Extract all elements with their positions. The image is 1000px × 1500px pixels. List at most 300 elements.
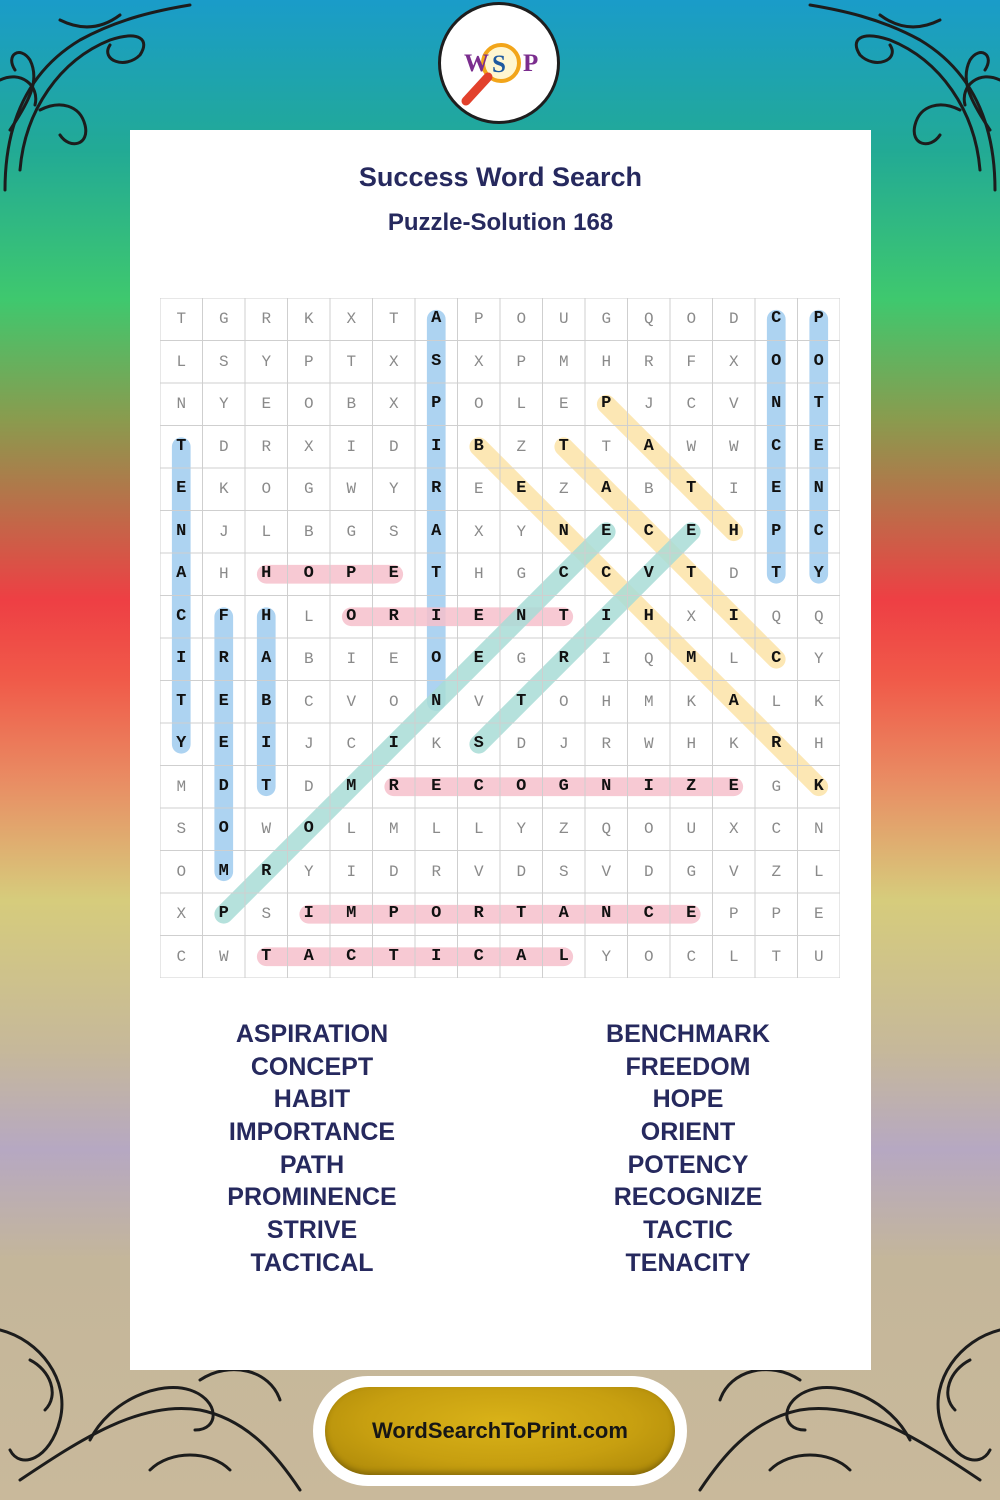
grid-cell[interactable]: Y — [176, 734, 187, 753]
grid-cell[interactable]: F — [686, 352, 697, 371]
grid-cell[interactable]: Z — [516, 437, 527, 456]
grid-cell[interactable]: C — [771, 649, 782, 668]
grid-cell[interactable]: J — [643, 395, 654, 413]
grid-cell[interactable]: C — [473, 776, 484, 796]
grid-cell[interactable]: A — [643, 436, 654, 456]
word-list-item: PATH — [279, 1150, 345, 1179]
grid-cell[interactable]: L — [558, 946, 569, 966]
grid-cell[interactable]: A — [303, 946, 314, 966]
grid-row — [160, 808, 840, 851]
grid-cell[interactable]: G — [346, 522, 357, 541]
grid-cell[interactable]: O — [431, 904, 442, 923]
grid-row — [160, 341, 840, 384]
grid-cell[interactable]: W — [643, 735, 654, 753]
grid-cell[interactable]: N — [601, 904, 612, 923]
grid-cell[interactable]: T — [558, 606, 569, 626]
grid-cell[interactable]: O — [176, 862, 187, 881]
grid-cell[interactable]: L — [728, 650, 739, 668]
grid-cell[interactable]: Y — [813, 650, 824, 668]
grid-cell[interactable]: T — [176, 310, 187, 328]
grid-cell[interactable]: V — [643, 564, 654, 583]
grid-cell[interactable]: C — [176, 947, 187, 966]
grid-cell[interactable]: I — [728, 480, 739, 498]
grid-cell[interactable]: A — [261, 649, 272, 668]
grid-cell[interactable]: A — [558, 904, 569, 923]
grid-cell[interactable]: S — [176, 820, 187, 838]
grid-cell[interactable]: P — [346, 564, 357, 583]
grid-cell[interactable]: H — [601, 352, 612, 371]
grid-cell[interactable]: P — [218, 904, 229, 923]
grid-cell[interactable]: X — [388, 352, 399, 371]
grid-cell[interactable]: H — [261, 564, 272, 583]
word-list-item: RECOGNIZE — [613, 1183, 763, 1212]
grid-cell[interactable]: G — [558, 776, 569, 796]
grid-cell[interactable]: L — [473, 820, 484, 838]
grid-cell[interactable]: L — [346, 820, 357, 838]
grid-cell[interactable]: Z — [771, 862, 782, 881]
grid-cell[interactable]: P — [771, 905, 782, 923]
grid-cell[interactable]: Y — [261, 352, 272, 371]
grid-cell[interactable]: R — [261, 310, 272, 328]
grid-cell[interactable]: O — [643, 820, 654, 838]
grid-row — [160, 936, 840, 979]
grid-row — [160, 511, 840, 554]
grid-cell[interactable]: R — [473, 904, 484, 923]
word-list-item: STRIVE — [266, 1216, 358, 1245]
grid-cell[interactable]: P — [303, 352, 314, 371]
grid-cell[interactable]: S — [558, 862, 569, 881]
grid-cell[interactable]: T — [176, 691, 187, 711]
grid-cell[interactable]: I — [431, 606, 442, 626]
grid-cell[interactable]: R — [388, 606, 399, 626]
grid-cell[interactable]: L — [771, 692, 782, 711]
grid-cell[interactable]: L — [516, 395, 527, 413]
grid-cell[interactable]: L — [303, 607, 314, 626]
grid-cell[interactable]: T — [388, 310, 399, 328]
grid-cell[interactable]: J — [303, 735, 314, 753]
grid-cell[interactable]: V — [728, 862, 739, 881]
grid-cell[interactable]: E — [261, 395, 272, 413]
grid-cell[interactable]: K — [218, 480, 229, 498]
grid-cell[interactable]: E — [473, 480, 484, 498]
grid-cell[interactable]: U — [813, 947, 824, 966]
grid-row — [160, 298, 840, 341]
grid-cell[interactable]: P — [601, 394, 612, 413]
magnifier-handle — [466, 77, 488, 101]
grid-cell[interactable]: C — [813, 521, 824, 541]
grid-cell[interactable]: D — [218, 437, 229, 456]
grid-cell[interactable]: G — [601, 310, 612, 328]
grid-cell[interactable]: Z — [558, 480, 569, 498]
grid-cell[interactable]: Y — [813, 564, 824, 583]
grid-cell[interactable]: D — [516, 862, 527, 881]
logo-letter-s: S — [492, 51, 506, 78]
grid-cell[interactable]: R — [601, 735, 612, 753]
grid-cell[interactable]: V — [601, 862, 612, 881]
word-list-item: ASPIRATION — [235, 1020, 389, 1048]
grid-cell[interactable]: U — [558, 310, 569, 328]
grid-cell[interactable]: E — [388, 650, 399, 668]
grid-cell[interactable]: C — [346, 946, 357, 966]
word-list-item: FREEDOM — [625, 1052, 751, 1081]
grid-cell[interactable]: B — [261, 691, 272, 711]
grid-cell[interactable]: B — [643, 480, 654, 498]
grid-cell[interactable]: Q — [601, 820, 612, 838]
grid-row — [160, 553, 840, 596]
site-logo[interactable] — [438, 2, 560, 124]
grid-cell[interactable]: L — [431, 820, 442, 838]
word-list-item: BENCHMARK — [606, 1020, 770, 1048]
word-list-right — [523, 1018, 853, 1280]
footer-gold-pill — [325, 1387, 675, 1475]
grid-cell[interactable]: D — [516, 735, 527, 753]
word-list-item: PROMINENCE — [227, 1183, 397, 1212]
grid-cell[interactable]: R — [261, 437, 272, 456]
grid-cell[interactable]: P — [388, 904, 399, 923]
grid-cell[interactable]: R — [261, 861, 272, 881]
grid-cell[interactable]: I — [431, 946, 442, 966]
grid-cell[interactable]: Q — [643, 650, 654, 668]
word-list-item: IMPORTANCE — [228, 1118, 396, 1147]
grid-cell[interactable]: X — [728, 820, 739, 838]
grid-cell[interactable]: G — [771, 777, 782, 796]
grid-cell[interactable]: C — [771, 309, 782, 328]
word-list-item: TACTIC — [643, 1216, 733, 1245]
page-title: Success Word Search — [358, 162, 643, 192]
grid-cell[interactable]: T — [261, 946, 272, 966]
grid-cell[interactable]: O — [558, 692, 569, 711]
grid-cell[interactable]: O — [303, 819, 314, 838]
grid-cell[interactable]: A — [516, 946, 527, 966]
grid-cell[interactable]: V — [473, 692, 484, 711]
grid-cell[interactable]: S — [431, 351, 442, 371]
grid-cell[interactable]: Q — [771, 607, 782, 626]
grid-cell[interactable]: C — [601, 564, 612, 583]
grid-cell[interactable]: R — [218, 649, 229, 668]
grid-cell[interactable]: H — [643, 606, 654, 626]
grid-cell[interactable]: Y — [303, 862, 314, 881]
grid-cell[interactable]: I — [728, 606, 739, 626]
grid-cell[interactable]: N — [431, 691, 442, 711]
grid-cell[interactable]: X — [303, 437, 314, 456]
grid-cell[interactable]: I — [643, 776, 654, 796]
grid-cell[interactable]: O — [388, 692, 399, 711]
grid-cell[interactable]: H — [686, 735, 697, 753]
grid-row — [160, 468, 840, 511]
grid-cell[interactable]: K — [728, 735, 739, 753]
grid-cell[interactable]: T — [346, 352, 357, 371]
grid-cell[interactable]: I — [176, 649, 187, 668]
grid-cell[interactable]: T — [686, 479, 697, 498]
grid-cell[interactable]: T — [516, 691, 527, 711]
grid-cell[interactable]: M — [643, 692, 654, 711]
grid-cell[interactable]: H — [601, 692, 612, 711]
grid-cell[interactable]: V — [473, 862, 484, 881]
grid-cell[interactable]: Q — [643, 310, 654, 328]
word-list-item: CONCEPT — [250, 1052, 374, 1081]
grid-cell[interactable]: C — [176, 606, 187, 626]
grid-cell[interactable]: O — [516, 310, 527, 328]
grid-cell[interactable]: O — [813, 351, 824, 371]
grid-cell[interactable]: X — [176, 905, 187, 923]
grid-cell[interactable]: D — [643, 862, 654, 881]
grid-cell[interactable]: O — [643, 947, 654, 966]
grid-cell[interactable]: M — [686, 649, 697, 668]
grid-row — [160, 723, 840, 766]
grid-cell[interactable]: C — [686, 947, 697, 966]
grid-cell[interactable]: X — [728, 352, 739, 371]
grid-cell[interactable]: O — [303, 395, 314, 413]
grid-cell[interactable]: K — [686, 692, 697, 711]
grid-cell[interactable]: G — [516, 650, 527, 668]
grid-cell[interactable]: H — [473, 565, 484, 583]
grid-cell[interactable]: T — [261, 776, 272, 796]
grid-cell[interactable]: E — [176, 479, 187, 498]
grid-cell[interactable]: J — [558, 735, 569, 753]
grid-cell[interactable]: E — [218, 691, 229, 711]
grid-row — [160, 383, 840, 426]
grid-cell[interactable]: H — [261, 606, 272, 626]
grid-cell[interactable]: D — [728, 565, 739, 583]
grid-cell[interactable]: I — [601, 650, 612, 668]
grid-cell[interactable]: Z — [686, 776, 697, 796]
grid-cell[interactable]: A — [431, 521, 442, 541]
grid-cell[interactable]: C — [643, 521, 654, 541]
grid-cell[interactable]: R — [388, 776, 399, 796]
grid-cell[interactable]: P — [431, 394, 442, 413]
grid-cell[interactable]: E — [601, 521, 612, 541]
grid-cell[interactable]: Y — [601, 947, 612, 966]
grid-cell[interactable]: P — [813, 309, 824, 328]
grid-cell[interactable]: E — [431, 776, 442, 796]
grid-cell[interactable]: E — [813, 436, 824, 456]
grid-cell[interactable]: W — [261, 820, 272, 838]
grid-cell[interactable]: T — [176, 436, 187, 456]
grid-cell[interactable]: X — [346, 310, 357, 328]
grid-cell[interactable]: Y — [516, 522, 527, 541]
grid-cell[interactable]: E — [558, 395, 569, 413]
grid-cell[interactable]: E — [728, 776, 739, 796]
grid-cell[interactable]: V — [346, 692, 357, 711]
grid-cell[interactable]: N — [516, 606, 527, 626]
grid-cell[interactable]: N — [771, 394, 782, 413]
grid-cell[interactable]: C — [686, 395, 697, 413]
grid-cell[interactable]: Z — [558, 820, 569, 838]
grid-cell[interactable]: K — [813, 776, 824, 796]
grid-row — [160, 426, 840, 469]
grid-cell[interactable]: R — [771, 734, 782, 753]
grid-cell[interactable]: C — [473, 946, 484, 966]
grid-cell[interactable]: G — [516, 565, 527, 583]
grid-cell[interactable]: D — [388, 437, 399, 456]
word-list-item: HOPE — [652, 1085, 724, 1114]
page-subtitle: Puzzle-Solution 168 — [387, 209, 614, 236]
grid-cell[interactable]: I — [346, 650, 357, 668]
grid-cell[interactable]: N — [176, 521, 187, 541]
grid-cell[interactable]: T — [388, 946, 399, 966]
grid-cell[interactable]: C — [303, 692, 314, 711]
grid-cell[interactable]: M — [558, 352, 569, 371]
grid-row — [160, 681, 840, 724]
grid-cell[interactable]: C — [771, 820, 782, 838]
grid-cell[interactable]: E — [686, 521, 697, 541]
grid-cell[interactable]: O — [686, 310, 697, 328]
grid-cell[interactable]: Y — [516, 820, 527, 838]
grid-cell[interactable]: I — [346, 437, 357, 456]
grid-cell[interactable]: B — [303, 650, 314, 668]
word-list-item: HABIT — [273, 1085, 351, 1114]
logo-letter-p: P — [523, 50, 539, 77]
grid-cell[interactable]: F — [218, 606, 229, 626]
grid-cell[interactable]: T — [813, 394, 824, 413]
grid-cell[interactable]: J — [218, 522, 229, 541]
grid-cell[interactable]: R — [431, 479, 442, 498]
grid-cell[interactable]: T — [558, 436, 569, 456]
grid-cell[interactable]: P — [516, 352, 527, 371]
grid-cell[interactable]: E — [771, 479, 782, 498]
grid-cell[interactable]: E — [516, 479, 527, 498]
grid-cell[interactable]: P — [728, 905, 739, 923]
grid-cell[interactable]: K — [813, 692, 824, 711]
grid-cell[interactable]: K — [431, 735, 442, 753]
grid-cell[interactable]: V — [728, 395, 739, 413]
grid-cell[interactable]: E — [388, 564, 399, 583]
grid-cell[interactable]: A — [176, 564, 187, 583]
grid-cell[interactable]: W — [346, 480, 357, 498]
grid-cell[interactable]: N — [601, 776, 612, 796]
grid-cell[interactable]: O — [261, 480, 272, 498]
grid-cell[interactable]: W — [218, 947, 229, 966]
grid-cell[interactable]: X — [473, 352, 484, 371]
grid-cell[interactable]: S — [388, 522, 399, 541]
logo-letter-w: W — [464, 50, 489, 77]
grid-cell[interactable]: A — [431, 309, 442, 328]
grid-cell[interactable]: E — [473, 649, 484, 668]
grid-cell[interactable]: L — [728, 947, 739, 966]
grid-cell[interactable]: A — [728, 691, 739, 711]
grid-cell[interactable]: O — [218, 819, 229, 838]
grid-cell[interactable]: H — [728, 521, 739, 541]
grid-cell[interactable]: B — [303, 522, 314, 541]
grid-cell[interactable]: Y — [218, 395, 229, 413]
grid-row — [160, 638, 840, 681]
grid-cell[interactable]: C — [771, 436, 782, 456]
grid-cell[interactable]: A — [601, 479, 612, 498]
grid-cell[interactable]: S — [261, 905, 272, 923]
grid-cell[interactable]: O — [303, 564, 314, 583]
word-list-item: POTENCY — [627, 1150, 749, 1179]
grid-cell[interactable]: W — [686, 437, 697, 456]
grid-cell[interactable]: H — [813, 735, 824, 753]
grid-cell[interactable]: O — [771, 351, 782, 371]
grid-cell[interactable]: I — [388, 734, 399, 753]
grid-cell[interactable]: N — [176, 395, 187, 413]
grid-cell[interactable]: O — [346, 606, 357, 626]
grid-cell[interactable]: C — [643, 904, 654, 923]
grid-cell[interactable]: K — [303, 310, 314, 328]
grid-cell[interactable]: T — [516, 904, 527, 923]
grid-row — [160, 596, 840, 639]
grid-cell[interactable]: G — [303, 480, 314, 498]
grid-cell[interactable]: D — [728, 310, 739, 328]
grid-cell[interactable]: O — [473, 395, 484, 413]
grid-cell[interactable]: I — [261, 734, 272, 753]
grid-cell[interactable]: S — [218, 352, 229, 371]
grid-cell[interactable]: O — [516, 776, 527, 796]
word-list-left — [147, 1018, 477, 1280]
grid-cell[interactable]: I — [346, 862, 357, 881]
grid-cell[interactable]: X — [388, 395, 399, 413]
grid-cell[interactable]: B — [473, 436, 484, 456]
grid-cell[interactable]: T — [431, 564, 442, 583]
grid-cell[interactable]: X — [686, 607, 697, 626]
grid-cell[interactable]: X — [473, 522, 484, 541]
grid-cell[interactable]: I — [431, 436, 442, 456]
grid-cell[interactable]: M — [218, 861, 229, 881]
grid-cell[interactable]: R — [431, 862, 442, 881]
grid-cell[interactable]: N — [813, 820, 824, 838]
grid-cell[interactable]: E — [218, 734, 229, 753]
grid-cell[interactable]: R — [643, 352, 654, 371]
footer-website-label: WordSearchToPrint.com — [372, 1418, 628, 1443]
footer-website-button[interactable] — [313, 1376, 687, 1486]
grid-cell[interactable]: E — [813, 905, 824, 923]
grid-cell[interactable]: M — [176, 777, 187, 796]
grid-row — [160, 851, 840, 894]
grid-cell[interactable]: I — [303, 904, 314, 923]
word-search-grid — [160, 298, 840, 978]
grid-cell[interactable]: O — [431, 649, 442, 668]
grid-cell[interactable]: G — [686, 862, 697, 881]
grid-cell[interactable]: W — [728, 437, 739, 456]
grid-cell[interactable]: N — [813, 479, 824, 498]
grid-cell[interactable]: B — [346, 395, 357, 413]
grid-row — [160, 893, 840, 936]
word-list-item: TACTICAL — [250, 1248, 374, 1277]
grid-cell[interactable]: D — [218, 776, 229, 796]
grid-cell[interactable]: C — [558, 564, 569, 583]
word-list-item: TENACITY — [625, 1248, 751, 1277]
grid-cell[interactable]: G — [218, 310, 229, 328]
grid-cell[interactable]: C — [346, 735, 357, 753]
grid-cell[interactable]: H — [218, 565, 229, 583]
grid-row — [160, 766, 840, 809]
grid-cell[interactable]: M — [346, 904, 357, 923]
grid-cell[interactable]: I — [601, 606, 612, 626]
grid-cell[interactable]: T — [771, 564, 782, 583]
grid-cell[interactable]: L — [261, 522, 272, 541]
grid-cell[interactable]: Q — [813, 607, 824, 626]
grid-cell[interactable]: L — [176, 352, 187, 371]
grid-cell[interactable]: D — [303, 777, 314, 796]
grid-cell[interactable]: L — [813, 862, 824, 881]
grid-cell[interactable]: D — [388, 862, 399, 881]
grid-cell[interactable]: E — [686, 904, 697, 923]
grid-cell[interactable]: P — [771, 521, 782, 541]
grid-cell[interactable]: U — [686, 820, 697, 838]
grid-cell[interactable]: E — [473, 606, 484, 626]
grid-cell[interactable]: P — [473, 310, 484, 328]
grid-cell[interactable]: Y — [388, 480, 399, 498]
grid-cell[interactable]: M — [346, 776, 357, 796]
grid-cell[interactable]: T — [686, 564, 697, 583]
grid-cell[interactable]: N — [558, 521, 569, 541]
grid-cell[interactable]: R — [558, 649, 569, 668]
grid-cell[interactable]: S — [473, 734, 484, 753]
grid-cell[interactable]: T — [601, 437, 612, 456]
grid-cell[interactable]: T — [771, 947, 782, 966]
grid-cell[interactable]: M — [388, 820, 399, 838]
